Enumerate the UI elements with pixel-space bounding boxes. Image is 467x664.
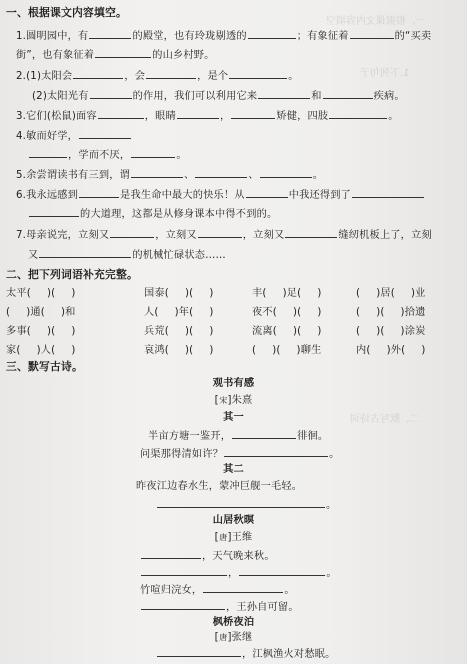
poem-1-line-4: 。: [156, 497, 336, 513]
bleed-through-text: 一、根据课文内容填空: [326, 16, 426, 27]
poem-1-subtitle-1: 其一: [223, 412, 244, 423]
poem-1-subtitle-2: 其二: [223, 464, 244, 475]
question-7: 7.母亲说完，立刻又 ，立刻又 ，立刻又 缝纫机板上了，立刻: [16, 227, 432, 243]
poem-3-title: 枫桥夜泊: [212, 617, 255, 628]
bleed-through-text: 二、默写古诗词: [350, 414, 420, 425]
idiom-item: 家( )人( ): [6, 345, 76, 356]
idiom-item: 夜不( )( ): [252, 307, 322, 318]
idiom-item: 人( )年( ): [144, 307, 214, 318]
poem-1-author: [宋]朱熹: [214, 395, 253, 406]
idiom-item: 内( )外( ): [356, 345, 426, 356]
bleed-through-text: 1.下列句子: [360, 68, 410, 79]
poem-3-line-1: ，江枫渔火对愁眠。: [156, 646, 336, 662]
idiom-item: ( )( )涂炭: [356, 326, 426, 337]
poem-2-title: 山居秋暝: [212, 515, 255, 526]
question-6-cont: 的大道理，这都是从修身课本中得不到的。: [28, 206, 277, 222]
idiom-item: 流离( )( ): [252, 326, 322, 337]
section-1-title: 一、根据课文内容填空。: [6, 6, 127, 19]
poem-2-line-4: ，王孙自可留。: [140, 599, 299, 615]
idiom-item: ( )( )聊生: [252, 345, 322, 356]
question-2-2: (2)太阳光有 的作用，我们可以利用它来 和 疾病。: [32, 88, 405, 104]
poem-2-line-1: ，天气晚来秋。: [140, 548, 275, 564]
question-4: 4.敏而好学，: [16, 128, 132, 144]
question-3: 3.它们(松鼠)面容 ，眼睛 ， 矫健，四肢 。: [16, 108, 399, 124]
idiom-item: 丰( )足( ): [252, 288, 322, 299]
question-1: 1.圆明园中，有 的殿堂，也有玲珑剔透的 ；有象征着 的“买卖: [16, 28, 431, 44]
poem-1-line-1: 半亩方塘一鉴开， 徘徊。: [148, 428, 328, 444]
question-4-cont: ，学而不厌， 。: [28, 147, 187, 163]
poem-1-line-3: 昨夜江边春水生，蒙冲巨舰一毛轻。: [136, 481, 303, 492]
idiom-item: 哀鸿( )( ): [144, 345, 214, 356]
poem-1-line-2: 问渠那得清如许？ 。: [140, 446, 340, 462]
question-7-cont: 又 的机械忙碌状态……: [28, 247, 226, 263]
poem-2-line-3: 竹喧归浣女， 。: [140, 582, 295, 598]
section-3-title: 三、默写古诗。: [6, 360, 83, 373]
question-1-cont: 街”，也有象征着 的山乡村野。: [16, 47, 215, 63]
idiom-item: 兵荒( )( ): [144, 326, 214, 337]
idiom-item: 国泰( )( ): [144, 288, 214, 299]
poem-2-line-2: ， 。: [140, 565, 337, 581]
idiom-item: ( )( )拾遗: [356, 307, 426, 318]
poem-3-author: [唐]张继: [214, 632, 253, 643]
idiom-item: 多事( )( ): [6, 326, 76, 337]
question-5: 5.余尝谓读书有三到，谓 、 、 。: [16, 167, 323, 183]
poem-1-title: 观书有感: [212, 378, 255, 389]
poem-2-author: [唐]王维: [214, 532, 253, 543]
question-2-1: 2.(1)太阳会 ，会 ，是个 。: [16, 68, 299, 84]
idiom-item: 太平( )( ): [6, 288, 76, 299]
section-2-title: 二、把下列词语补充完整。: [6, 268, 138, 281]
idiom-item: ( )通( )和: [6, 307, 76, 318]
question-6: 6.我永远感到 是我生命中最大的快乐！从 中我还得到了: [16, 187, 425, 203]
idiom-item: ( )居( )业: [356, 288, 426, 299]
